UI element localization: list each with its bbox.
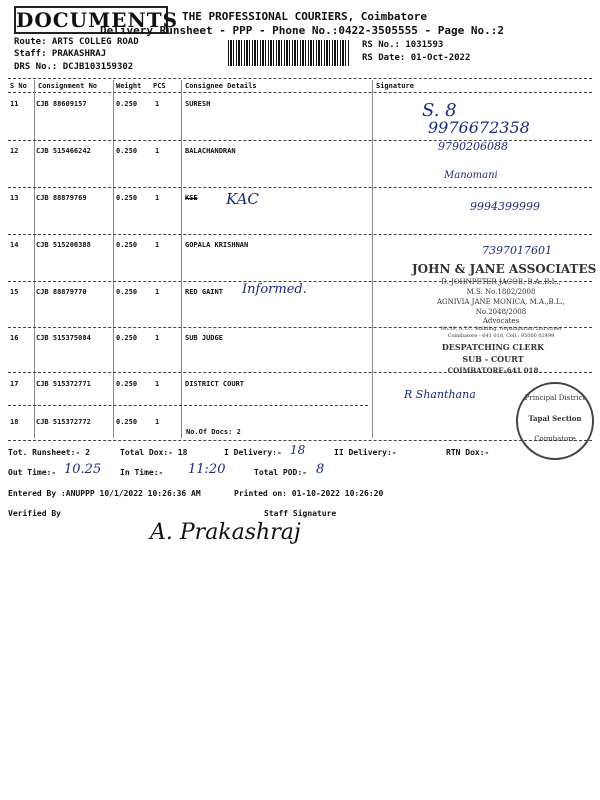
handwritten-phone: 9976672358: [428, 118, 530, 137]
col-signature: Signature: [376, 82, 414, 90]
row-weight: 0.250: [116, 100, 138, 108]
row-pcs: 1: [155, 288, 160, 296]
row-weight: 0.250: [116, 194, 138, 202]
verified-by: Verified By: [8, 509, 61, 518]
row-details: GOPALA KRISHNAN: [185, 241, 249, 249]
row-sno: 16: [10, 334, 19, 342]
handwritten-phone: 9790206088: [438, 140, 508, 153]
handwritten-value: 18: [290, 443, 306, 457]
col-weight: Weight: [116, 82, 142, 90]
column-line: [113, 80, 114, 438]
handwritten-phone: 9994399999: [470, 200, 540, 213]
handwritten-note: Informed.: [242, 282, 307, 297]
entered-by: Entered By :ANUPPP 10/1/2022 10:26:36 AM: [8, 489, 201, 498]
row-sno: 14: [10, 241, 19, 249]
no-of-docs: No.Of Docs: 2: [186, 428, 241, 436]
col-consignee-details: Consignee Details: [185, 82, 257, 90]
printed-on: Printed on: 01-10-2022 10:26:20: [234, 489, 384, 498]
row-weight: 0.250: [116, 241, 138, 249]
handwritten-signature: A. Prakashraj: [150, 520, 301, 545]
row-consignment: CJB 88879769: [36, 194, 87, 202]
in-time-label: In Time:-: [120, 468, 164, 477]
staff: Staff: PRAKASHRAJ: [14, 49, 107, 59]
despatch-stamp: DESPATCHING CLERK: [441, 342, 545, 352]
company-name: THE PROFESSIONAL COURIERS, Coimbatore: [182, 10, 428, 23]
first-delivery: I Delivery:-: [224, 448, 282, 457]
drs-number: DRS No.: DCJB103159302: [14, 62, 134, 72]
row-pcs: 1: [155, 334, 160, 342]
divider: [8, 440, 592, 441]
divider: [8, 405, 368, 406]
divider: [8, 78, 592, 79]
row-weight: 0.250: [116, 334, 138, 342]
court-seal: [516, 382, 594, 460]
row-consignment: CJB 515372772: [36, 418, 91, 426]
staff-signature-label: Staff Signature: [264, 509, 337, 518]
total-dox: Total Dox:- 18: [120, 448, 188, 457]
divider: [8, 92, 592, 93]
route: Route: ARTS COLLEG ROAD: [14, 37, 139, 47]
handwritten-out-time: 10.25: [64, 462, 102, 477]
row-sno: 11: [10, 100, 19, 108]
row-pcs: 1: [155, 100, 160, 108]
seal-text: Coimbatore: [534, 435, 576, 443]
col-sno: S No: [10, 82, 27, 90]
row-weight: 0.250: [116, 380, 138, 388]
advocate-stamp-line: Advocates: [482, 317, 520, 325]
handwritten-signature: R Shanthana: [404, 388, 476, 401]
rtn-dox: RTN Dox:-: [446, 448, 490, 457]
row-pcs: 1: [155, 241, 160, 249]
total-runsheet: Tot. Runsheet:- 2: [8, 448, 90, 457]
row-weight: 0.250: [116, 418, 138, 426]
row-details: RED GAINT: [185, 288, 223, 296]
seal-text: Tapal Section: [528, 414, 582, 423]
row-consignment: CJB 515372771: [36, 380, 91, 388]
row-consignment: CJB 515375084: [36, 334, 91, 342]
row-consignment: CJB 515466242: [36, 147, 91, 155]
despatch-stamp: SUB - COURT: [462, 354, 524, 364]
rs-number: RS No.: 1031593: [362, 40, 444, 50]
handwritten-note: KAC: [226, 190, 259, 208]
handwritten-signature: S. 8: [422, 100, 457, 121]
row-weight: 0.250: [116, 288, 138, 296]
advocate-stamp-line: No.39, A.T.C. Building, Gopalapuram 2nd street: [440, 326, 562, 332]
documents-stamp: DOCUMENTS: [16, 8, 179, 32]
second-delivery: II Delivery:-: [334, 448, 397, 457]
divider: [8, 187, 592, 188]
total-pod-label: Total POD:-: [254, 468, 307, 477]
row-pcs: 1: [155, 380, 160, 388]
row-sno: 12: [10, 147, 19, 155]
row-sno: 15: [10, 288, 19, 296]
row-pcs: 1: [155, 418, 160, 426]
row-pcs: 1: [155, 194, 160, 202]
col-pcs: PCS: [153, 82, 166, 90]
advocate-stamp-line: M.S. No.1802/2008: [466, 288, 536, 296]
row-sno: 13: [10, 194, 19, 202]
advocate-stamp-line: Coimbatore - 641 018, Cell : 95000 02499: [447, 333, 555, 339]
barcode: [228, 40, 350, 66]
advocate-stamp-line: No.2048/2008: [475, 308, 527, 316]
col-consignment: Consignment No: [38, 82, 98, 90]
out-time-label: Out Time:-: [8, 468, 57, 477]
row-details: DISTRICT COURT: [185, 380, 245, 388]
runsheet-title: Delivery Runsheet - PPP - Phone No.:0422-3505555 - Page No.:2: [100, 24, 504, 37]
advocate-stamp-line: AGNIVIA JANE MONICA, M.A.,B.L.,: [437, 298, 565, 306]
row-sno: 18: [10, 418, 19, 426]
rs-date: RS Date: 01-Oct-2022: [362, 53, 471, 63]
seal-text: Principal District: [524, 394, 586, 402]
row-weight: 0.250: [116, 147, 138, 155]
row-pcs: 1: [155, 147, 160, 155]
row-details: BALACHANDRAN: [185, 147, 236, 155]
handwritten-signature: Manomani: [444, 170, 498, 181]
handwritten-in-time: 11:20: [188, 462, 226, 477]
row-sno: 17: [10, 380, 19, 388]
despatch-stamp: COIMBATORE-641 018: [447, 366, 539, 375]
row-consignment: CJB 515200388: [36, 241, 91, 249]
divider: [8, 234, 592, 235]
row-details: SUB JUDGE: [185, 334, 223, 342]
advocate-stamp-firm: JOHN & JANE ASSOCIATES: [412, 262, 597, 276]
handwritten-phone: 7397017601: [482, 244, 552, 257]
column-line: [372, 80, 373, 438]
handwritten-pod: 8: [316, 462, 325, 477]
column-line: [34, 80, 35, 438]
advocate-stamp-line: D. JOHNPETER JACOB, B.A.,B.L.,: [441, 278, 561, 286]
row-details: SURESH: [185, 100, 211, 108]
row-consignment: CJB 88609157: [36, 100, 87, 108]
column-line: [181, 80, 182, 438]
row-consignment: CJB 88879770: [36, 288, 87, 296]
row-details: KSE: [185, 194, 198, 202]
